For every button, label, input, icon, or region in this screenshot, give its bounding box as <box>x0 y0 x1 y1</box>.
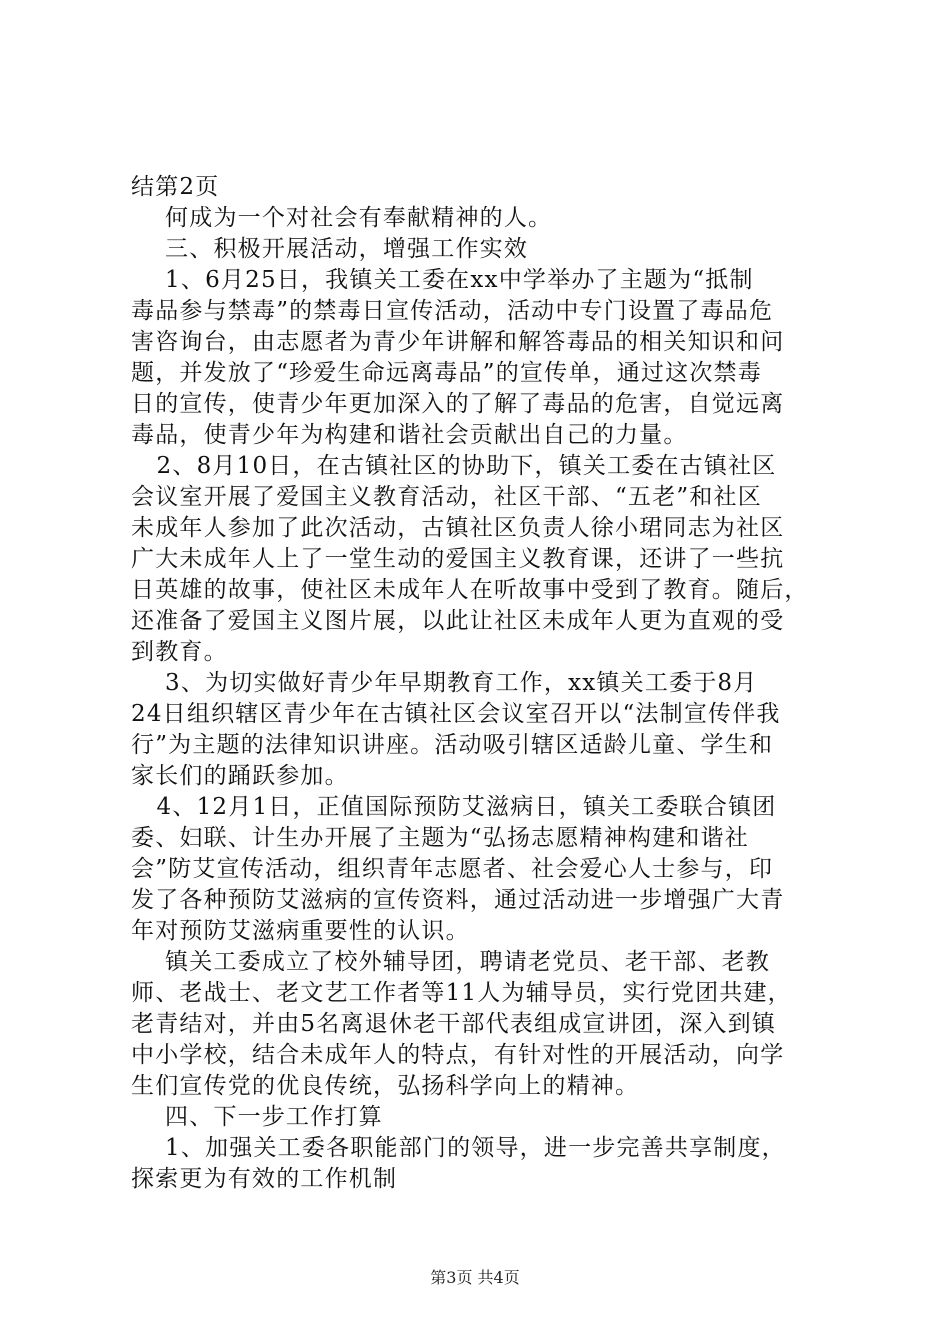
document-body <box>131 172 831 1195</box>
text-line: 广大未成年人上了一堂生动的爱国主义教育课，还讲了一些抗 <box>131 546 785 572</box>
text-line: 行”为主题的法律知识讲座。活动吸引辖区适龄儿童、学生和 <box>131 732 774 758</box>
text-line: 未成年人参加了此次活动，古镇社区负责人徐小珺同志为社区 <box>131 515 785 541</box>
text-line: 24日组织辖区青少年在古镇社区会议室召开以“法制宣传伴我 <box>131 701 781 727</box>
text-line: 生们宣传党的优良传统，弘扬科学向上的精神。 <box>131 1073 640 1099</box>
text-line: 1、加强关工委各职能部门的领导，进一步完善共享制度， <box>131 1135 786 1161</box>
text-line: 年对预防艾滋病重要性的认识。 <box>131 918 470 944</box>
text-line: 会”防艾宣传活动，组织青年志愿者、社会爱心人士参与，印 <box>131 856 774 882</box>
page-footer <box>0 1268 950 1288</box>
section-heading: 四、下一步工作打算 <box>131 1104 383 1130</box>
section-heading: 三、积极开展活动，增强工作实效 <box>131 236 529 262</box>
text-line: 3、为切实做好青少年早期教育工作，xx镇关工委于8月 <box>131 670 758 696</box>
text-line: 会议室开展了爱国主义教育活动，社区干部、“五老”和社区 <box>131 484 762 510</box>
text-line: 家长们的踊跃参加。 <box>131 763 349 789</box>
text-line: 发了各种预防艾滋病的宣传资料，通过活动进一步增强广大青 <box>131 887 785 913</box>
page-number-label: 第3页 共4页 <box>430 1268 520 1287</box>
text-line: 4、12月1日，正值国际预防艾滋病日，镇关工委联合镇团 <box>131 794 777 820</box>
text-line: 结第2页 <box>131 174 220 200</box>
text-line: 探索更为有效的工作机制 <box>131 1166 398 1192</box>
text-line: 日的宣传，使青少年更加深入的了解了毒品的危害，自觉远离 <box>131 391 785 417</box>
text-line: 镇关工委成立了校外辅导团，聘请老党员、老干部、老教 <box>131 949 771 975</box>
text-line: 2、8月10日，在古镇社区的协助下，镇关工委在古镇社区 <box>131 453 777 479</box>
text-line: 题，并发放了“珍爱生命远离毒品”的宣传单，通过这次禁毒 <box>131 360 762 386</box>
text-line: 委、妇联、计生办开展了主题为“弘扬志愿精神构建和谐社 <box>131 825 749 851</box>
text-line: 毒品，使青少年为构建和谐社会贡献出自己的力量。 <box>131 422 688 448</box>
text-line: 老青结对，并由5名离退休老干部代表组成宣讲团，深入到镇 <box>131 1011 777 1037</box>
text-line: 到教育。 <box>131 639 228 665</box>
text-line: 害咨询台，由志愿者为青少年讲解和解答毒品的相关知识和问 <box>131 329 785 355</box>
text-line: 还准备了爱国主义图片展，以此让社区未成年人更为直观的受 <box>131 608 785 634</box>
text-line: 日英雄的故事，使社区未成年人在听故事中受到了教育。随后， <box>131 577 809 603</box>
text-line: 毒品参与禁毒”的禁毒日宣传活动，活动中专门设置了毒品危 <box>131 298 774 324</box>
text-line: 何成为一个对社会有奉献精神的人。 <box>131 205 553 231</box>
text-line: 1、6月25日，我镇关工委在xx中学举办了主题为“抵制 <box>131 267 754 293</box>
text-line: 师、老战士、老文艺工作者等11人为辅导员，实行党团共建， <box>131 980 792 1006</box>
text-line: 中小学校，结合未成年人的特点，有针对性的开展活动，向学 <box>131 1042 785 1068</box>
